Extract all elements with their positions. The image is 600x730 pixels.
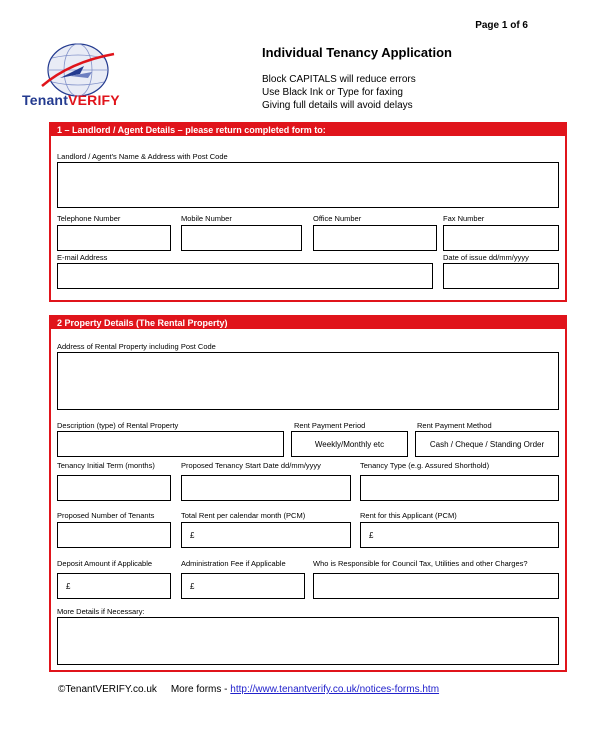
- telephone-field[interactable]: [57, 225, 171, 251]
- tenancy-type-label: Tenancy Type (e.g. Assured Shorthold): [360, 461, 490, 470]
- instruction-line: Giving full details will avoid delays: [262, 100, 413, 111]
- office-field[interactable]: [313, 225, 437, 251]
- description-label: Description (type) of Rental Property: [57, 421, 179, 430]
- instruction-line: Block CAPITALS will reduce errors: [262, 74, 416, 85]
- email-field[interactable]: [57, 263, 433, 289]
- deposit-field[interactable]: £: [57, 573, 171, 599]
- mobile-label: Mobile Number: [181, 214, 232, 223]
- rental-address-field[interactable]: [57, 352, 559, 410]
- initial-term-field[interactable]: [57, 475, 171, 501]
- admin-fee-label: Administration Fee if Applicable: [181, 559, 286, 568]
- more-details-label: More Details if Necessary:: [57, 607, 145, 616]
- property-description-field[interactable]: [57, 431, 284, 457]
- council-tax-label: Who is Responsible for Council Tax, Utilities and other Charges?: [313, 559, 528, 568]
- email-label: E-mail Address: [57, 253, 108, 262]
- page-indicator: Page 1 of 6: [475, 20, 528, 31]
- section-heading: 1 – Landlord / Agent Details – please return completed form to:: [51, 124, 565, 136]
- rent-applicant-label: Rent for this Applicant (PCM): [360, 511, 457, 520]
- more-details-field[interactable]: [57, 617, 559, 665]
- forms-link[interactable]: http://www.tenantverify.co.uk/notices-forms.htm: [230, 684, 440, 695]
- more-forms-text: More forms -: [170, 684, 228, 695]
- mobile-field[interactable]: [181, 225, 302, 251]
- rent-period-label: Rent Payment Period: [294, 421, 366, 430]
- initial-term-label: Tenancy Initial Term (months): [57, 461, 155, 470]
- total-rent-field[interactable]: £: [181, 522, 351, 548]
- property-details-section: [49, 315, 567, 672]
- office-label: Office Number: [313, 214, 362, 223]
- start-date-label: Proposed Tenancy Start Date dd/mm/yyyy: [181, 461, 321, 470]
- rent-method-field[interactable]: Cash / Cheque / Standing Order: [415, 431, 559, 457]
- name-address-label: Landlord / Agent's Name & Address with Post Code: [57, 152, 228, 161]
- telephone-label: Telephone Number: [57, 214, 121, 223]
- deposit-label: Deposit Amount if Applicable: [57, 559, 153, 568]
- council-tax-field[interactable]: [313, 573, 559, 599]
- tenancy-type-field[interactable]: [360, 475, 559, 501]
- date-issue-field[interactable]: [443, 263, 559, 289]
- landlord-name-address-field[interactable]: [57, 162, 559, 208]
- address-label: Address of Rental Property including Post Code: [57, 342, 216, 351]
- num-tenants-label: Proposed Number of Tenants: [57, 511, 155, 520]
- copyright-text: ©TenantVERIFY.co.uk: [58, 684, 157, 695]
- landlord-agent-section: [49, 122, 567, 302]
- document-title: Individual Tenancy Application: [262, 45, 452, 60]
- rent-method-label: Rent Payment Method: [417, 421, 492, 430]
- start-date-field[interactable]: [181, 475, 351, 501]
- rent-period-field[interactable]: Weekly/Monthly etc: [291, 431, 408, 457]
- fax-field[interactable]: [443, 225, 559, 251]
- admin-fee-field[interactable]: £: [181, 573, 305, 599]
- total-rent-label: Total Rent per calendar month (PCM): [181, 511, 306, 520]
- date-issue-label: Date of issue dd/mm/yyyy: [443, 253, 529, 262]
- instruction-line: Use Black Ink or Type for faxing: [262, 87, 403, 98]
- tenantverify-logo: [22, 42, 152, 118]
- instructions: [262, 73, 416, 112]
- num-tenants-field[interactable]: [57, 522, 171, 548]
- footer: [58, 684, 439, 695]
- rent-applicant-field[interactable]: £: [360, 522, 559, 548]
- fax-label: Fax Number: [443, 214, 485, 223]
- logo-text: TenantVERIFY: [22, 92, 120, 108]
- section-heading: 2 Property Details (The Rental Property): [51, 317, 565, 329]
